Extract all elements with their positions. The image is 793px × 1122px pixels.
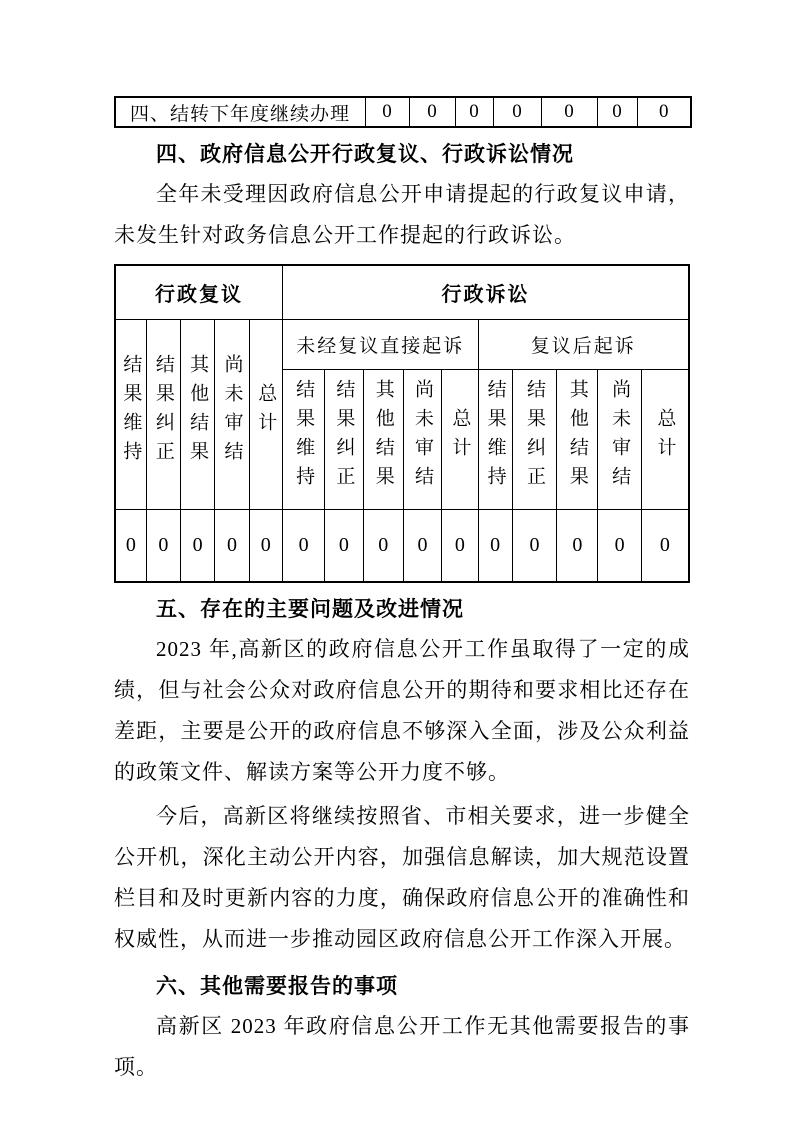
section6-heading: 六、其他需要报告的事项 <box>156 975 398 998</box>
direct-suit-value-cell: 0 <box>282 509 324 582</box>
direct-suit-header: 未经复议直接起诉 <box>282 319 478 369</box>
section4-paragraph: 全年未受理因政府信息公开申请提起的行政复议申请，未发生针对政务信息公开工作提起的行政诉讼。 <box>114 182 690 247</box>
group-header-row <box>115 265 689 319</box>
direct-col-other <box>363 369 403 509</box>
section6-paragraph: 高新区 2023 年政府信息公开工作无其他需要报告的事项。 <box>114 1014 690 1079</box>
after-col-total <box>641 369 689 509</box>
review-value-cell: 0 <box>146 509 180 582</box>
carryover-row <box>115 97 691 127</box>
carryover-value-cell: 0 <box>455 97 493 127</box>
vertical-column-label: 其他结果 <box>187 353 209 470</box>
review-value-cell: 0 <box>249 509 282 582</box>
after-col-corrected <box>512 369 556 509</box>
after-review-value-cell: 0 <box>598 509 641 582</box>
vertical-column-label: 尚未审结 <box>221 353 243 470</box>
litigation-table <box>114 264 690 583</box>
after-review-suit-header: 复议后起诉 <box>478 319 689 369</box>
litigation-group-header: 行政诉讼 <box>282 265 689 319</box>
direct-suit-value-cell: 0 <box>403 509 441 582</box>
vertical-column-label: 尚未审结 <box>609 378 631 495</box>
direct-col-upheld <box>282 369 324 509</box>
after-col-pending <box>598 369 641 509</box>
vertical-column-label: 尚未审结 <box>412 378 434 495</box>
after-review-value-cell: 0 <box>557 509 598 582</box>
data-row <box>115 509 689 582</box>
vertical-column-label: 结果纠正 <box>523 378 545 495</box>
direct-col-total <box>442 369 478 509</box>
direct-suit-value-cell: 0 <box>325 509 363 582</box>
direct-col-pending <box>403 369 441 509</box>
carryover-row-label: 四、结转下年度继续办理 <box>115 97 365 127</box>
after-review-value-cell: 0 <box>512 509 556 582</box>
carryover-value-cell: 0 <box>541 97 597 127</box>
subgroup-header-row <box>115 319 689 369</box>
direct-col-corrected <box>325 369 363 509</box>
review-col-upheld <box>115 319 146 509</box>
carryover-value-cell: 0 <box>493 97 541 127</box>
vertical-column-label: 结果维持 <box>120 353 142 470</box>
carryover-table <box>114 96 692 128</box>
carryover-value-cell: 0 <box>365 97 409 127</box>
carryover-value-cell: 0 <box>597 97 637 127</box>
review-value-cell: 0 <box>115 509 146 582</box>
section5-heading: 五、存在的主要问题及改进情况 <box>156 598 464 621</box>
review-col-other <box>181 319 215 509</box>
vertical-column-label: 结果维持 <box>484 378 506 495</box>
vertical-column-label: 总计 <box>449 407 471 466</box>
review-value-cell: 0 <box>181 509 215 582</box>
section5-paragraph-1: 2023 年,高新区的政府信息公开工作虽取得了一定的成绩，但与社会公众对政府信息公开的期待和要求相比还存在差距，主要是公开的政府信息不够深入全面，涉及公众利益的政策文件、解读方案等公开力度不够。 <box>114 637 690 784</box>
direct-suit-value-cell: 0 <box>442 509 478 582</box>
after-review-value-cell: 0 <box>641 509 689 582</box>
carryover-value-cell: 0 <box>637 97 691 127</box>
direct-suit-value-cell: 0 <box>363 509 403 582</box>
vertical-column-label: 总计 <box>255 382 277 441</box>
review-group-header: 行政复议 <box>115 265 282 319</box>
vertical-column-label: 总计 <box>654 407 676 466</box>
vertical-column-label: 其他结果 <box>372 378 394 495</box>
vertical-column-label: 结果纠正 <box>152 353 174 470</box>
section5-paragraph-2: 今后，高新区将继续按照省、市相关要求，进一步健全公开机，深化主动公开内容，加强信息解读，加大规范设置栏目和及时更新内容的力度，确保政府信息公开的准确性和权威性，从而进一步推动园区政府信息公开工作深入开展。 <box>114 804 690 951</box>
review-col-corrected <box>146 319 180 509</box>
review-col-pending <box>215 319 249 509</box>
after-col-other <box>557 369 598 509</box>
review-value-cell: 0 <box>215 509 249 582</box>
vertical-column-label: 结果纠正 <box>333 378 355 495</box>
section4-heading: 四、政府信息公开行政复议、行政诉讼情况 <box>156 143 574 166</box>
vertical-column-label: 结果维持 <box>293 378 315 495</box>
vertical-column-label: 其他结果 <box>566 378 588 495</box>
after-col-upheld <box>478 369 512 509</box>
after-review-value-cell: 0 <box>478 509 512 582</box>
review-col-total <box>249 319 282 509</box>
carryover-value-cell: 0 <box>409 97 455 127</box>
